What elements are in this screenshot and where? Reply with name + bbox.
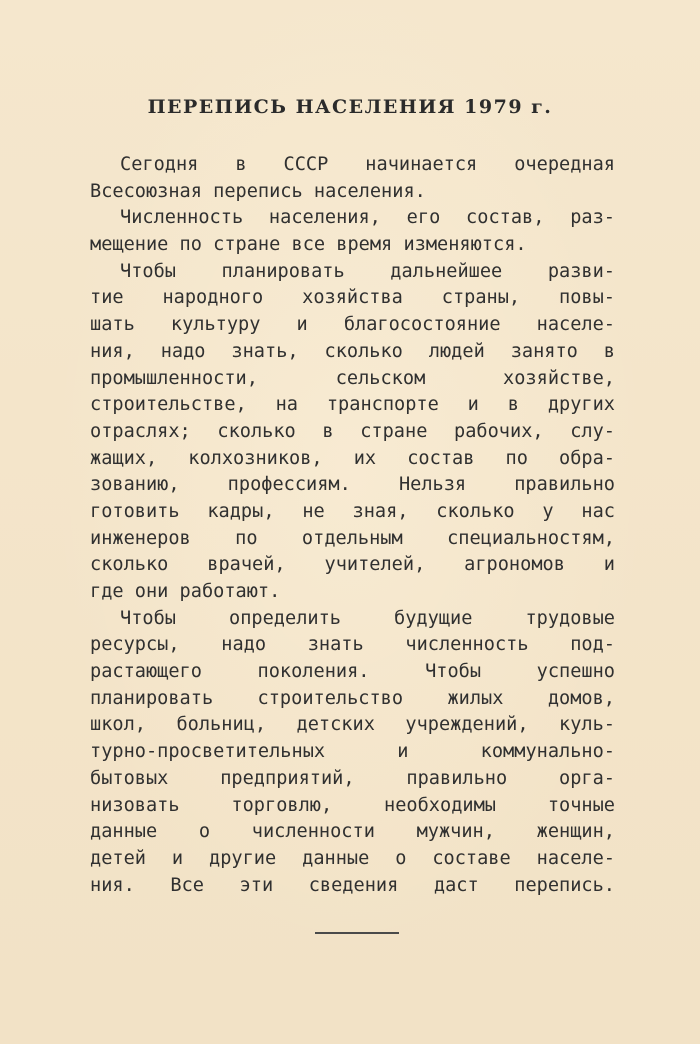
text-line: низовать торговлю, необходимы точные <box>90 794 615 816</box>
text-line: ния, надо знать, сколько людей занято в <box>90 340 615 362</box>
text-line: Сегодня в СССР начинается очередная <box>120 154 615 175</box>
text-line: Чтобы определить будущие трудовые <box>120 607 615 629</box>
text-line: сколько врачей, учителей, агрономов и <box>90 554 615 576</box>
text-line: данные о численности мужчин, женщин, <box>90 821 615 843</box>
text-line: детей и другие данные о составе населе- <box>90 847 615 869</box>
text-line: готовить кадры, не зная, сколько у нас <box>90 500 615 522</box>
end-rule-divider <box>315 932 399 934</box>
text-line: инженеров по отдельным специальностям, <box>90 527 615 549</box>
text-line: Численность населения, его состав, раз- <box>120 207 615 229</box>
text-line: тие народного хозяйства страны, повы- <box>90 287 615 309</box>
text-line: турно-просветительных и коммунально- <box>90 741 615 763</box>
text-line: Чтобы планировать дальнейшее разви- <box>120 260 615 282</box>
text-line: ресурсы, надо знать численность под- <box>90 634 615 656</box>
text-line: планировать строительство жилых домов, <box>90 687 615 709</box>
text-line: Всесоюзная перепись населения. <box>90 180 426 202</box>
text-line: где они работают. <box>90 581 281 602</box>
text-line: мещение по стране все время изменяются. <box>90 234 527 256</box>
text-line: зованию, профессиям. Нельзя правильно <box>90 474 615 496</box>
text-line: строительстве, на транспорте и в других <box>90 394 615 416</box>
text-line: бытовых предприятий, правильно орга- <box>90 767 615 789</box>
page-title: ПЕРЕПИСЬ НАСЕЛЕНИЯ 1979 г. <box>147 96 553 118</box>
text-line: отраслях; сколько в стране рабочих, слу- <box>90 420 615 442</box>
text-line: жащих, колхозников, их состав по обра- <box>90 447 615 469</box>
text-line: шать культуру и благосостояние населе- <box>90 314 615 336</box>
text-line: растающего поколения. Чтобы успешно <box>90 661 615 683</box>
text-line: промышленности, сельском хозяйстве, <box>90 367 615 389</box>
body-text <box>90 152 615 899</box>
text-line: ния. Все эти сведения даст перепись. <box>90 874 615 896</box>
text-line: школ, больниц, детских учреждений, куль- <box>90 714 615 736</box>
